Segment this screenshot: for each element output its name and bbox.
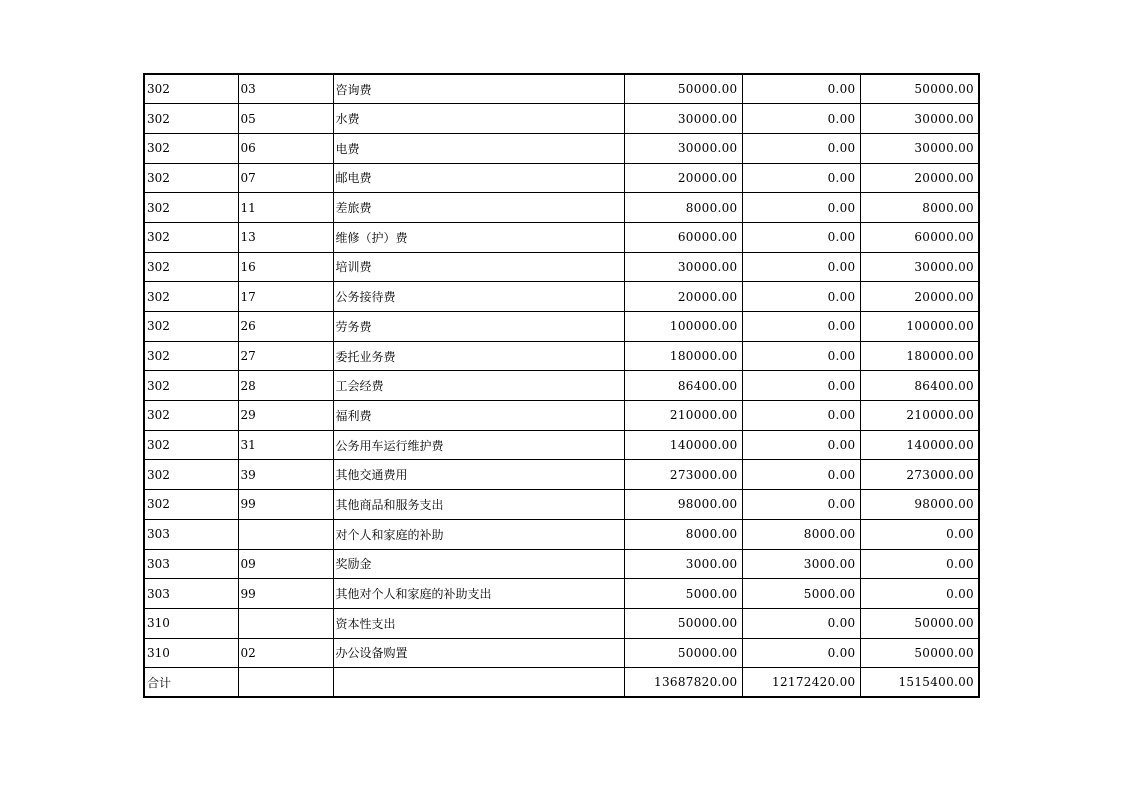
subject-name-cell: 电费 [333, 133, 624, 163]
project-expenditure-cell: 1515400.00 [860, 668, 979, 698]
subject-name-cell: 办公设备购置 [333, 638, 624, 668]
class-code-cell: 302 [144, 282, 238, 312]
class-code-cell: 302 [144, 490, 238, 520]
subject-name-cell: 劳务费 [333, 312, 624, 342]
basic-expenditure-cell: 12172420.00 [742, 668, 860, 698]
basic-expenditure-cell: 0.00 [742, 638, 860, 668]
subject-name-cell: 委托业务费 [333, 341, 624, 371]
subject-name-cell: 其他交通费用 [333, 460, 624, 490]
basic-expenditure-cell: 0.00 [742, 608, 860, 638]
class-code-cell: 303 [144, 579, 238, 609]
table-body [144, 74, 979, 697]
table-row [144, 490, 979, 520]
total-amount-cell: 140000.00 [624, 430, 742, 460]
total-amount-cell: 273000.00 [624, 460, 742, 490]
total-amount-cell: 13687820.00 [624, 668, 742, 698]
subject-name-cell: 水费 [333, 104, 624, 134]
basic-expenditure-cell: 0.00 [742, 430, 860, 460]
table-row [144, 104, 979, 134]
item-code-cell: 06 [238, 133, 333, 163]
project-expenditure-cell: 0.00 [860, 519, 979, 549]
total-amount-cell: 100000.00 [624, 312, 742, 342]
total-amount-cell: 20000.00 [624, 163, 742, 193]
item-code-cell: 07 [238, 163, 333, 193]
class-code-cell: 302 [144, 74, 238, 104]
basic-expenditure-cell: 0.00 [742, 133, 860, 163]
table-row [144, 222, 979, 252]
table-row [144, 163, 979, 193]
project-expenditure-cell: 8000.00 [860, 193, 979, 223]
item-code-cell: 28 [238, 371, 333, 401]
subject-name-cell: 对个人和家庭的补助 [333, 519, 624, 549]
total-amount-cell: 86400.00 [624, 371, 742, 401]
table-row [144, 430, 979, 460]
class-code-cell: 310 [144, 608, 238, 638]
basic-expenditure-cell: 0.00 [742, 163, 860, 193]
basic-expenditure-cell: 0.00 [742, 74, 860, 104]
table-row [144, 193, 979, 223]
total-amount-cell: 180000.00 [624, 341, 742, 371]
total-amount-cell: 30000.00 [624, 104, 742, 134]
item-code-cell: 16 [238, 252, 333, 282]
total-label-cell: 合计 [144, 668, 238, 698]
subject-name-cell: 资本性支出 [333, 608, 624, 638]
class-code-cell: 303 [144, 519, 238, 549]
class-code-cell: 303 [144, 549, 238, 579]
item-code-cell: 17 [238, 282, 333, 312]
class-code-cell: 302 [144, 371, 238, 401]
class-code-cell: 302 [144, 460, 238, 490]
total-amount-cell: 5000.00 [624, 579, 742, 609]
subject-name-cell: 奖励金 [333, 549, 624, 579]
project-expenditure-cell: 180000.00 [860, 341, 979, 371]
class-code-cell: 310 [144, 638, 238, 668]
basic-expenditure-cell: 0.00 [742, 490, 860, 520]
basic-expenditure-cell: 0.00 [742, 401, 860, 431]
project-expenditure-cell: 273000.00 [860, 460, 979, 490]
basic-expenditure-cell: 0.00 [742, 341, 860, 371]
project-expenditure-cell: 50000.00 [860, 608, 979, 638]
item-code-cell: 05 [238, 104, 333, 134]
class-code-cell: 302 [144, 430, 238, 460]
total-amount-cell: 50000.00 [624, 638, 742, 668]
subject-name-cell: 公务接待费 [333, 282, 624, 312]
item-code-cell: 11 [238, 193, 333, 223]
item-code-cell [238, 519, 333, 549]
total-amount-cell: 50000.00 [624, 74, 742, 104]
class-code-cell: 302 [144, 401, 238, 431]
basic-expenditure-cell: 0.00 [742, 222, 860, 252]
subject-name-cell: 差旅费 [333, 193, 624, 223]
basic-expenditure-cell: 3000.00 [742, 549, 860, 579]
subject-name-cell: 维修（护）费 [333, 222, 624, 252]
subject-name-cell: 培训费 [333, 252, 624, 282]
item-code-cell: 26 [238, 312, 333, 342]
project-expenditure-cell: 100000.00 [860, 312, 979, 342]
item-code-cell: 29 [238, 401, 333, 431]
table-row [144, 252, 979, 282]
item-code-cell: 39 [238, 460, 333, 490]
subject-name-cell: 工会经费 [333, 371, 624, 401]
project-expenditure-cell: 50000.00 [860, 638, 979, 668]
table-row [144, 341, 979, 371]
total-amount-cell: 20000.00 [624, 282, 742, 312]
basic-expenditure-cell: 0.00 [742, 193, 860, 223]
budget-expenditure-table [143, 73, 980, 698]
item-code-cell [238, 668, 333, 698]
total-amount-cell: 50000.00 [624, 608, 742, 638]
item-code-cell [238, 608, 333, 638]
table-row [144, 133, 979, 163]
table-row [144, 519, 979, 549]
project-expenditure-cell: 30000.00 [860, 252, 979, 282]
project-expenditure-cell: 0.00 [860, 579, 979, 609]
class-code-cell: 302 [144, 104, 238, 134]
subject-name-cell [333, 668, 624, 698]
item-code-cell: 03 [238, 74, 333, 104]
project-expenditure-cell: 140000.00 [860, 430, 979, 460]
basic-expenditure-cell: 5000.00 [742, 579, 860, 609]
item-code-cell: 02 [238, 638, 333, 668]
table-row [144, 460, 979, 490]
basic-expenditure-cell: 0.00 [742, 460, 860, 490]
total-amount-cell: 30000.00 [624, 133, 742, 163]
project-expenditure-cell: 98000.00 [860, 490, 979, 520]
table-row [144, 282, 979, 312]
project-expenditure-cell: 30000.00 [860, 104, 979, 134]
basic-expenditure-cell: 0.00 [742, 252, 860, 282]
basic-expenditure-cell: 8000.00 [742, 519, 860, 549]
basic-expenditure-cell: 0.00 [742, 282, 860, 312]
item-code-cell: 13 [238, 222, 333, 252]
table-row [144, 312, 979, 342]
item-code-cell: 31 [238, 430, 333, 460]
project-expenditure-cell: 210000.00 [860, 401, 979, 431]
item-code-cell: 99 [238, 490, 333, 520]
total-amount-cell: 30000.00 [624, 252, 742, 282]
table-row [144, 638, 979, 668]
basic-expenditure-cell: 0.00 [742, 371, 860, 401]
class-code-cell: 302 [144, 312, 238, 342]
table-row [144, 549, 979, 579]
table-row [144, 608, 979, 638]
total-amount-cell: 210000.00 [624, 401, 742, 431]
project-expenditure-cell: 30000.00 [860, 133, 979, 163]
project-expenditure-cell: 0.00 [860, 549, 979, 579]
project-expenditure-cell: 20000.00 [860, 282, 979, 312]
item-code-cell: 09 [238, 549, 333, 579]
total-amount-cell: 60000.00 [624, 222, 742, 252]
basic-expenditure-cell: 0.00 [742, 104, 860, 134]
subject-name-cell: 咨询费 [333, 74, 624, 104]
item-code-cell: 99 [238, 579, 333, 609]
class-code-cell: 302 [144, 163, 238, 193]
table-row [144, 401, 979, 431]
subject-name-cell: 其他对个人和家庭的补助支出 [333, 579, 624, 609]
total-amount-cell: 98000.00 [624, 490, 742, 520]
class-code-cell: 302 [144, 341, 238, 371]
basic-expenditure-cell: 0.00 [742, 312, 860, 342]
class-code-cell: 302 [144, 252, 238, 282]
subject-name-cell: 其他商品和服务支出 [333, 490, 624, 520]
subject-name-cell: 邮电费 [333, 163, 624, 193]
total-row [144, 668, 979, 698]
class-code-cell: 302 [144, 222, 238, 252]
subject-name-cell: 福利费 [333, 401, 624, 431]
project-expenditure-cell: 50000.00 [860, 74, 979, 104]
table-row [144, 371, 979, 401]
total-amount-cell: 8000.00 [624, 193, 742, 223]
table-row [144, 74, 979, 104]
class-code-cell: 302 [144, 193, 238, 223]
project-expenditure-cell: 60000.00 [860, 222, 979, 252]
total-amount-cell: 3000.00 [624, 549, 742, 579]
subject-name-cell: 公务用车运行维护费 [333, 430, 624, 460]
class-code-cell: 302 [144, 133, 238, 163]
item-code-cell: 27 [238, 341, 333, 371]
total-amount-cell: 8000.00 [624, 519, 742, 549]
project-expenditure-cell: 20000.00 [860, 163, 979, 193]
project-expenditure-cell: 86400.00 [860, 371, 979, 401]
table-row [144, 579, 979, 609]
